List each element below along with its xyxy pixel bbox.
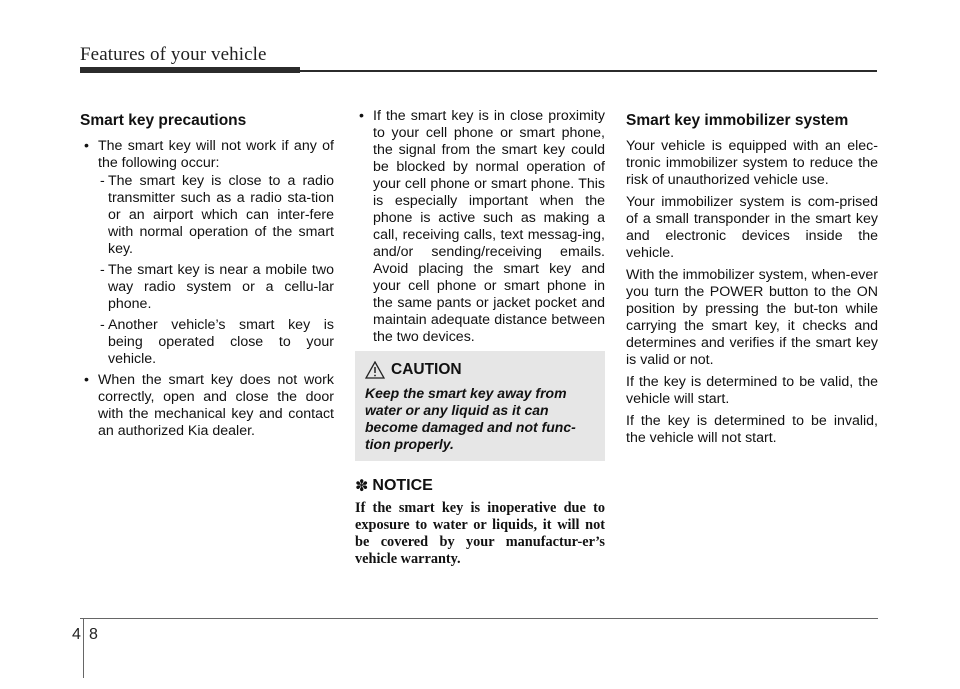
caution-header bbox=[365, 361, 462, 379]
bullet-item: • When the smart key does not work correctly, open and close the door with the mechanical key and contact an authorized Kia dealer. bbox=[80, 372, 334, 440]
bullet-item: • The smart key will not work if any of the following occur: bbox=[80, 138, 334, 172]
section-heading-immobilizer: Smart key immobilizer system bbox=[626, 112, 849, 129]
paragraph: If the key is determined to be valid, the vehicle will start. bbox=[626, 374, 878, 407]
notice-box bbox=[355, 476, 605, 568]
sub-item-text: - Another vehicle’s smart key is being operated close to your vehicle. bbox=[108, 317, 334, 367]
footer-rule bbox=[80, 618, 878, 619]
notice-header bbox=[355, 476, 605, 496]
bullet-item: • If the smart key is in close proximity to your cell phone or smart phone, the signal from the smart key could be blocked by normal operation of your cell phone or smart phone. This is especially important when the phone is active such as making a call, receiving calls, text messag-ing, and/or sending/receiving emails. Avoid placing the smart key and your cell phone or smart phone in the same pants or jacket pocket and maintain adequate distance between the two devices. bbox=[355, 108, 605, 346]
header-rule-thick bbox=[80, 67, 300, 73]
footer-divider bbox=[83, 618, 84, 678]
page-header-title: Features of your vehicle bbox=[80, 44, 267, 65]
caution-box bbox=[355, 351, 605, 461]
header-rule-thin bbox=[300, 70, 877, 72]
notice-star-icon: ✽ bbox=[355, 478, 369, 495]
sub-item bbox=[80, 317, 334, 368]
chapter-number: 4 bbox=[72, 626, 81, 643]
section-heading-precautions: Smart key precautions bbox=[80, 112, 247, 129]
column-middle bbox=[355, 108, 605, 347]
sub-item bbox=[80, 173, 334, 258]
sub-item bbox=[80, 262, 334, 313]
sub-item-text: - The smart key is close to a radio transmitter such as a radio sta-tion or an airport which can inter-fere with normal operation of the smart key. bbox=[108, 173, 334, 257]
paragraph: Your immobilizer system is com-prised of a small transponder in the smart key and electronic devices inside the vehicle. bbox=[626, 194, 878, 261]
paragraph: If the key is determined to be invalid, the vehicle will not start. bbox=[626, 413, 878, 446]
paragraph: Your vehicle is equipped with an elec-tronic immobilizer system to reduce the risk of unauthorized vehicle use. bbox=[626, 138, 878, 188]
column-right bbox=[626, 108, 878, 452]
notice-text: If the smart key is inoperative due to exposure to water or liquids, it will not be covered by your manufactur-er’s vehicle warranty. bbox=[355, 500, 605, 567]
page-number: 8 bbox=[89, 626, 98, 643]
paragraph: With the immobilizer system, when-ever you turn the POWER button to the ON position by pressing the but-ton while carrying the smart key, it checks and determines and verifies if the smart key is valid or not. bbox=[626, 267, 878, 368]
column-left bbox=[80, 108, 334, 441]
sub-item-text: - The smart key is near a mobile two way radio system or a cellu-lar phone. bbox=[108, 262, 334, 312]
notice-title: NOTICE bbox=[372, 477, 433, 494]
warning-triangle-icon bbox=[365, 361, 385, 379]
caution-text: Keep the smart key away from water or any liquid as it can become damaged and not func-tion properly. bbox=[365, 385, 576, 452]
caution-title: CAUTION bbox=[391, 361, 462, 378]
